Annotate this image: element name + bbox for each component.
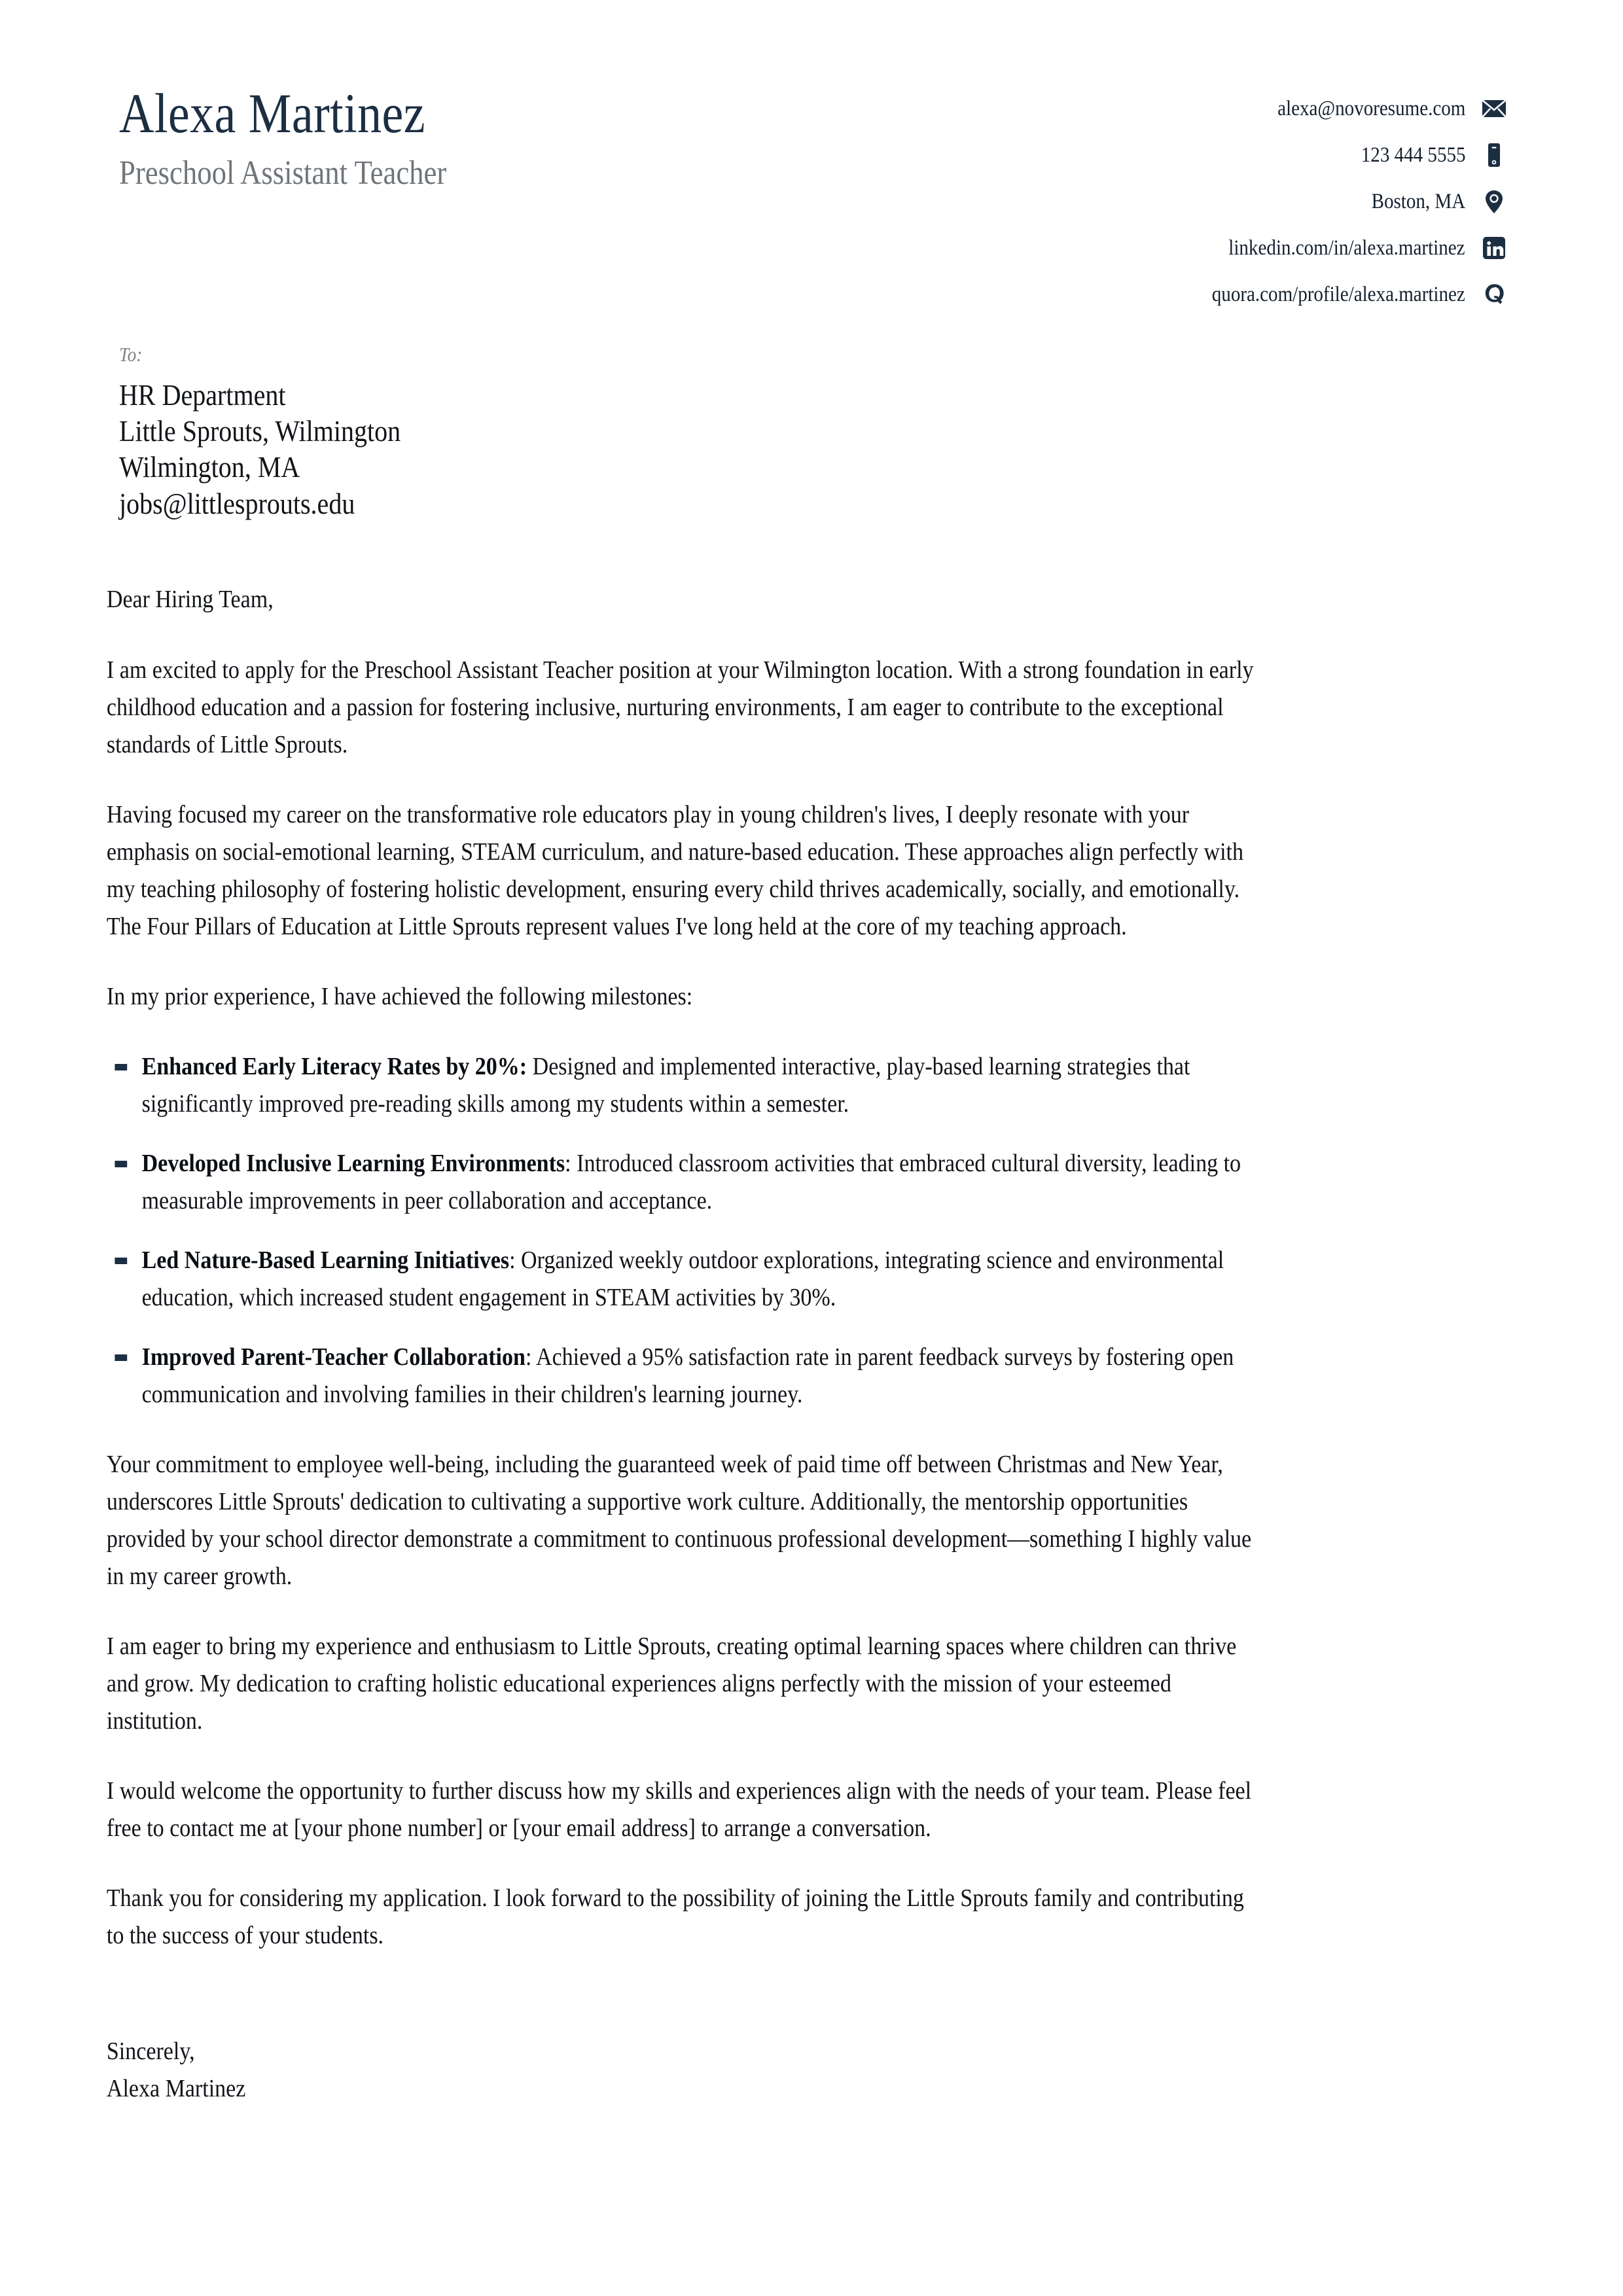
contact-list xyxy=(1177,77,1508,309)
achievements-list xyxy=(107,1048,1256,1413)
linkedin-icon[interactable] xyxy=(1480,234,1508,262)
list-item xyxy=(107,1242,1256,1316)
achievement-text: Designed and implemented interactive, play-based learning strategies that significantly improved pre-reading skills among my students within a semester. xyxy=(141,1052,1190,1118)
recipient-block xyxy=(0,343,1623,521)
contact-item-location xyxy=(1177,187,1508,216)
bullet-dash-icon xyxy=(115,1064,127,1070)
body-paragraph-4: Your commitment to employee well-being, including the guaranteed week of paid time off between Christmas and New Year, underscores Little Sprouts' dedication to cultivating a supportive work culture. Additionally, the mentorship opportunities provided by your school director demonstrate a commitment to continuous professional development—something I highly value in my career growth. xyxy=(106,1450,1252,1590)
achievement-lead: Developed Inclusive Learning Environments xyxy=(141,1149,565,1177)
achievement-text: Achieved a 95% satisfaction rate in parent feedback surveys by fostering open communication and involving families in their children's learning journey. xyxy=(141,1343,1234,1408)
body-paragraph-5: I am eager to bring my experience and enthusiasm to Little Sprouts, creating optimal learning spaces where children can thrive and grow. My dedication to crafting holistic educational experiences aligns perfectly with the mission of your esteemed institution. xyxy=(106,1632,1237,1735)
body-paragraph-7: Thank you for considering my application. I look forward to the possibility of joining the Little Sprouts family and contributing to the success of your students. xyxy=(106,1884,1244,1949)
signature-name: Alexa Martinez xyxy=(106,2074,246,2102)
recipient-address xyxy=(119,377,1427,521)
body-paragraph-3: In my prior experience, I have achieved the following milestones: xyxy=(106,982,693,1010)
achievement-separator: : xyxy=(519,1052,527,1080)
to-label: To: xyxy=(119,343,143,366)
bullet-dash-icon xyxy=(115,1354,127,1361)
letter-body xyxy=(0,582,1370,2108)
salutation: Dear Hiring Team, xyxy=(106,585,274,613)
envelope-icon xyxy=(1480,94,1508,123)
job-title: Preschool Assistant Teacher xyxy=(119,154,447,192)
contact-value-phone: 123 444 5555 xyxy=(1361,143,1465,167)
achievement-lead: Enhanced Early Literacy Rates by 20% xyxy=(141,1052,520,1080)
letter-header xyxy=(0,0,1623,309)
body-paragraph-6: I would welcome the opportunity to further discuss how my skills and experiences align with the needs of your team. Please feel free to contact me at [your phone number] or [your email address] to arrange a conversation. xyxy=(106,1776,1252,1842)
phone-icon xyxy=(1480,141,1508,169)
achievement-lead: Improved Parent-Teacher Collaboration xyxy=(141,1343,526,1371)
quora-icon[interactable] xyxy=(1480,280,1508,309)
identity-block xyxy=(119,77,500,192)
list-item xyxy=(107,1048,1256,1123)
recipient-department: HR Department xyxy=(119,378,286,412)
achievement-separator: : xyxy=(509,1246,516,1274)
contact-value-location: Boston, MA xyxy=(1371,189,1465,213)
list-item xyxy=(107,1145,1256,1220)
contact-item-quora[interactable] xyxy=(1177,280,1508,309)
contact-item-linkedin[interactable] xyxy=(1177,234,1508,262)
achievement-separator: : xyxy=(565,1149,571,1177)
recipient-city: Wilmington, MA xyxy=(119,450,300,484)
page-title: Alexa Martinez xyxy=(119,82,426,145)
recipient-company: Little Sprouts, Wilmington xyxy=(119,414,401,448)
recipient-email: jobs@littlesprouts.edu xyxy=(119,486,355,520)
achievement-text: Introduced classroom activities that embraced cultural diversity, leading to measurable improvements in peer collaboration and acceptance. xyxy=(141,1149,1241,1214)
contact-item-email xyxy=(1177,94,1508,123)
body-paragraph-1: I am excited to apply for the Preschool Assistant Teacher position at your Wilmington location. With a strong foundation in early childhood education and a passion for fostering inclusive, nurturing environments, I am eager to contribute to the exceptional standards of Little Sprouts. xyxy=(106,656,1254,758)
signature-block xyxy=(107,2033,1256,2108)
contact-value-linkedin[interactable]: linkedin.com/in/alexa.martinez xyxy=(1228,236,1465,260)
achievement-lead: Led Nature-Based Learning Initiatives xyxy=(141,1246,510,1274)
contact-item-phone xyxy=(1177,141,1508,169)
achievement-text: Organized weekly outdoor explorations, integrating science and environmental education, which increased student engagement in STEAM activities by 30%. xyxy=(141,1246,1224,1311)
body-paragraph-2: Having focused my career on the transformative role educators play in young children's lives, I deeply resonate with your emphasis on social-emotional learning, STEAM curriculum, and nature-based education. These approaches align perfectly with my teaching philosophy of fostering holistic development, ensuring every child thrives academically, socially, and emotionally. The Four Pillars of Education at Little Sprouts represent values I've long held at the core of my teaching approach. xyxy=(106,800,1244,940)
bullet-dash-icon xyxy=(115,1161,127,1167)
contact-value-quora[interactable]: quora.com/profile/alexa.martinez xyxy=(1211,282,1465,306)
list-item xyxy=(107,1339,1256,1413)
location-pin-icon xyxy=(1480,187,1508,216)
bullet-dash-icon xyxy=(115,1258,127,1264)
achievement-separator: : xyxy=(525,1343,532,1371)
signoff: Sincerely, xyxy=(106,2037,195,2065)
contact-value-email: alexa@novoresume.com xyxy=(1277,96,1465,120)
